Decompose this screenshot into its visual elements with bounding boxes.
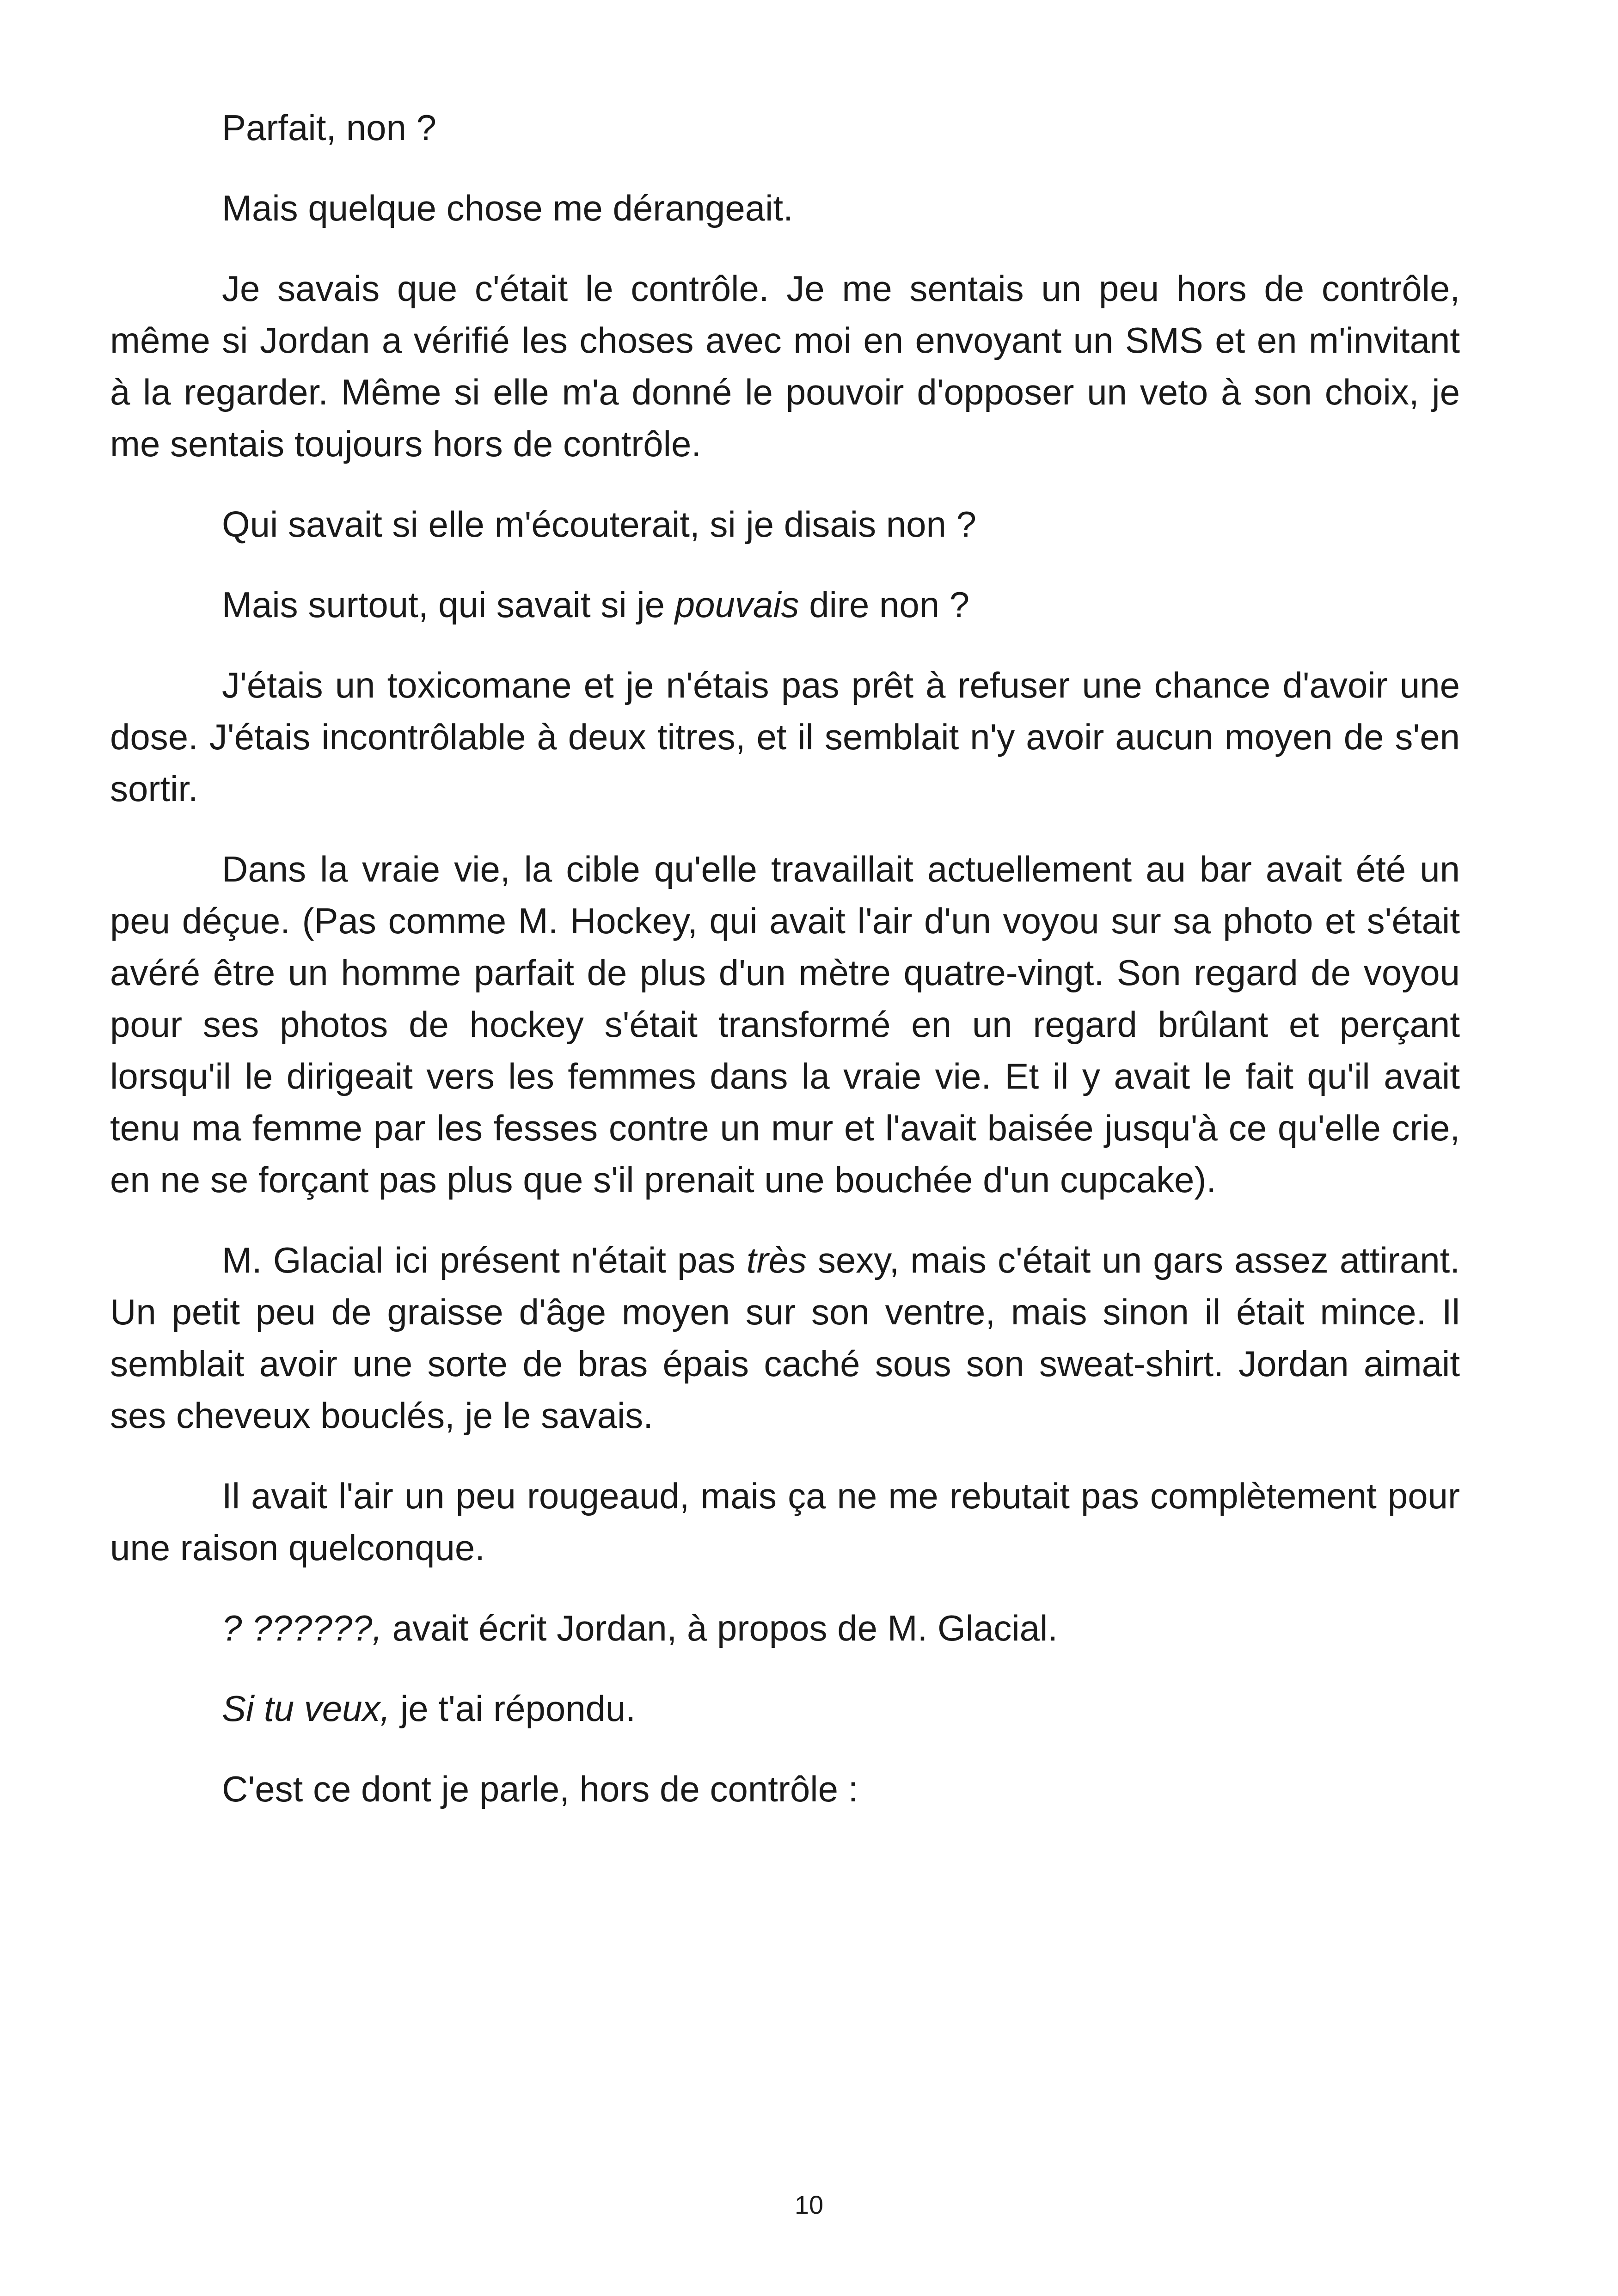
paragraph-10 [110, 1602, 1460, 1654]
paragraph-10-text-after: avait écrit Jordan, à propos de M. Glacial. [382, 1608, 1058, 1648]
paragraph-10-italic: ? ??????, [222, 1608, 383, 1648]
document-body [110, 102, 1460, 1843]
paragraph-8 [110, 1234, 1460, 1441]
paragraph-8-text-after: sexy, mais c'était un gars assez attirant. Un petit peu de graisse d'âge moyen sur son ventre, mais sinon il était mince. Il semblait avoir une sorte de bras épais caché sous son sweat-shirt. Jordan aimait ses cheveux bouclés, je le savais. [110, 1240, 1460, 1436]
paragraph-5 [110, 579, 1460, 631]
paragraph-8-italic: très [746, 1240, 807, 1280]
paragraph-11-italic: Si tu veux, [222, 1688, 391, 1729]
paragraph-3: Je savais que c'était le contrôle. Je me sentais un peu hors de contrôle, même si Jordan a vérifié les choses avec moi en envoyant un SMS et en m'invitant à la regarder. Même si elle m'a donné le pouvoir d'opposer un veto à son choix, je me sentais toujours hors de contrôle. [110, 268, 1460, 464]
paragraph-5-italic: pouvais [674, 584, 799, 625]
paragraph-5-text-before: Mais surtout, qui savait si je [222, 584, 675, 625]
paragraph-2: Mais quelque chose me dérangeait. [222, 188, 793, 228]
paragraph-11-text-after: je t'ai répondu. [390, 1688, 636, 1729]
page-number: 10 [794, 2190, 824, 2219]
paragraph-9: Il avait l'air un peu rougeaud, mais ça ne me rebutait pas complètement pour une raison quelconque. [110, 1476, 1460, 1568]
paragraph-6: J'étais un toxicomane et je n'étais pas prêt à refuser une chance d'avoir une dose. J'étais incontrôlable à deux titres, et il semblait n'y avoir aucun moyen de s'en sortir. [110, 665, 1460, 809]
paragraph-1: Parfait, non ? [222, 107, 436, 148]
paragraph-4: Qui savait si elle m'écouterait, si je disais non ? [222, 504, 976, 545]
paragraph-11 [110, 1683, 1460, 1734]
paragraph-7: Dans la vraie vie, la cible qu'elle travaillait actuellement au bar avait été un peu déçue. (Pas comme M. Hockey, qui avait l'air d'un voyou sur sa photo et s'était avéré être un homme parfait de plus d'un mètre quatre-vingt. Son regard de voyou pour ses photos de hockey s'était transformé en un regard brûlant et perçant lorsqu'il le dirigeait vers les femmes dans la vraie vie. Et il y avait le fait qu'il avait tenu ma femme par les fesses contre un mur et l'avait baisée jusqu'à ce qu'elle crie, en ne se forçant pas plus que s'il prenait une bouchée d'un cupcake). [110, 849, 1460, 1200]
paragraph-8-text-before: M. Glacial ici présent n'était pas [222, 1240, 747, 1280]
paragraph-12: C'est ce dont je parle, hors de contrôle : [222, 1769, 858, 1809]
paragraph-5-text-after: dire non ? [799, 584, 970, 625]
